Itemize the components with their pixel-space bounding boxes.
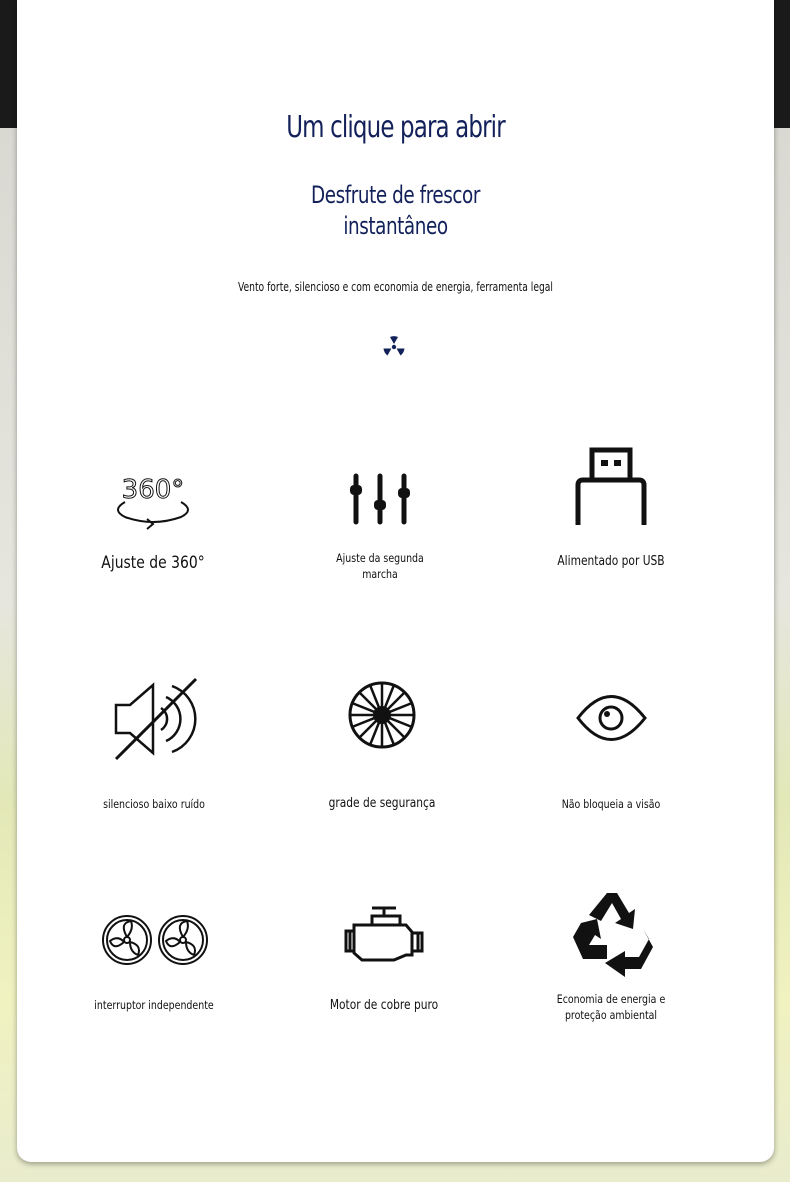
subtitle-line-1: Desfrute de frescor <box>311 181 480 209</box>
usb-plug-icon <box>561 440 661 530</box>
subtitle-line-2: instantâneo <box>343 212 448 240</box>
feature-360 <box>53 440 253 573</box>
feature-label: Motor de cobre puro <box>329 998 439 1013</box>
twin-fan-icon <box>94 885 214 985</box>
mute-speaker-icon <box>104 673 204 768</box>
feature-usb <box>511 440 711 569</box>
page-subtitle <box>74 180 717 242</box>
sliders-icon <box>330 440 430 530</box>
recycle-icon <box>561 885 661 985</box>
engine-icon <box>334 885 434 985</box>
feature-copper-motor <box>284 885 484 1013</box>
feature-label: silencioso baixo ruído <box>103 797 205 811</box>
feature-gear-adjust <box>280 440 480 581</box>
feature-independent-switch <box>54 885 254 1012</box>
feature-label: Não bloqueia a visão <box>561 797 661 811</box>
feature-label: Ajuste de 360° <box>101 553 205 573</box>
tagline: Vento forte, silencioso e com economia de energia, ferramenta legal <box>238 280 553 294</box>
feature-label: interruptor independente <box>94 998 214 1012</box>
fan-guard-icon <box>332 673 432 768</box>
fan-blades-icon <box>380 333 408 361</box>
feature-visibility <box>511 673 711 811</box>
page-title: Um clique para abrir <box>286 110 505 145</box>
feature-safety-grid <box>282 673 482 811</box>
feature-eco <box>511 885 711 1022</box>
feature-silent <box>54 673 254 811</box>
svg-text:360°: 360° <box>121 475 185 505</box>
content-card <box>17 0 774 1162</box>
eye-icon <box>561 673 661 768</box>
feature-label: grade de segurança <box>328 796 436 811</box>
feature-label: Economia de energia e proteção ambiental <box>556 992 666 1022</box>
feature-label: Alimentado por USB <box>557 554 665 569</box>
feature-label: Ajuste da segunda marcha <box>336 551 424 581</box>
rotate-360-icon <box>103 440 203 530</box>
